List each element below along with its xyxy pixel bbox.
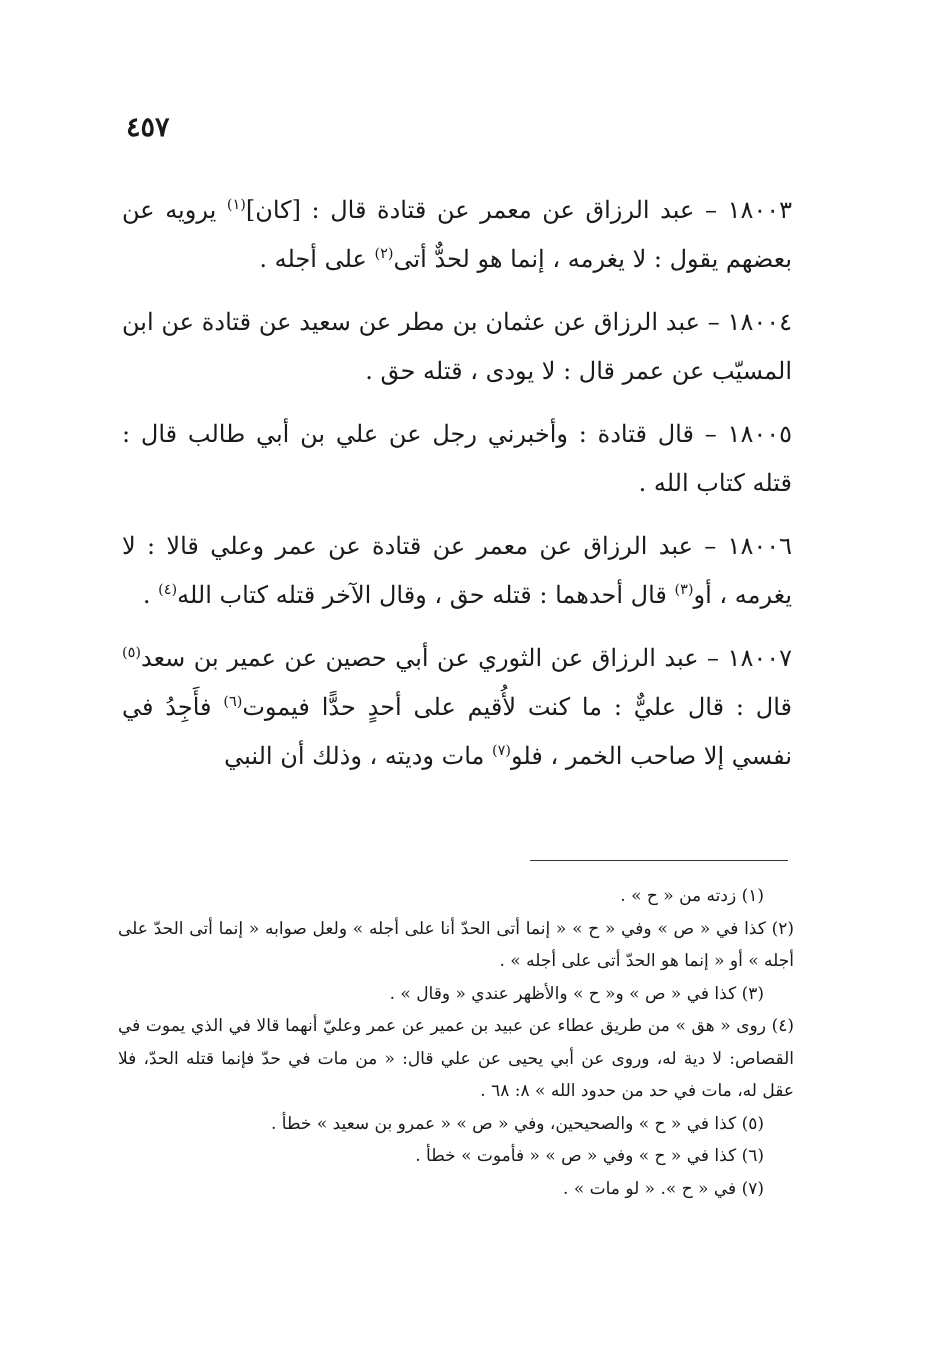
footnote-6: (٦) كذا في « ح » وفي « ص » « فأموت » خطأ . xyxy=(415,1146,764,1166)
main-text xyxy=(122,186,792,795)
footnote-ref: (١) xyxy=(226,197,246,213)
footnote-ref: (٢) xyxy=(374,246,394,262)
text-run: ١٨٠٠٧ – عبد الرزاق عن الثوري عن أبي حصين عن عمير بن سعد xyxy=(140,644,792,672)
footnote-ref: (٥) xyxy=(122,645,141,661)
footnote-7: (٧) في « ح ». « لو مات » . xyxy=(563,1178,764,1199)
text-run: ١٨٠٠٦ – عبد الرزاق عن معمر عن قتادة عن عمر وعلي قالا : لا يغرمه ، أو xyxy=(122,532,792,609)
text-run: قال أحدهما : قتله حق ، وقال الآخر قتله كتاب الله xyxy=(177,581,675,609)
paragraph-18005 xyxy=(122,410,792,508)
footnote-ref: (٣) xyxy=(674,582,694,598)
text-run: يرويه عن بعضهم يقول : لا يغرمه ، إنما هو لحدٌّ أتى xyxy=(122,196,792,273)
footnote-5: (٥) كذا في « ح » والصحيحين، وفي « ص » « عمرو بن سعيد » خطأ . xyxy=(270,1113,764,1134)
footnotes xyxy=(118,880,794,1205)
text-run: . xyxy=(142,581,159,609)
text-run: على أجله . xyxy=(259,245,375,273)
page-number: ٤٥٧ xyxy=(126,112,170,143)
footnote-divider xyxy=(530,860,788,861)
footnote-4: (٤) روى « هق » من طريق عطاء عن عبيد بن عمير عن عمر وعليّ أنهما قالا في الذي يموت في القصاص: لا دية له، وروى عن أبي يحيى عن علي قال: « من مات في حدّ فإنما قتله الحدّ، فلا عقل له، مات في حد من حدود الله » ٨: ٦٨ . xyxy=(118,1016,794,1101)
footnote-1: (١) زدته من « ح » . xyxy=(620,886,764,906)
footnote-ref: (٧) xyxy=(492,743,512,759)
text-run: ١٨٠٠٥ – قال قتادة : وأخبرني رجل عن علي بن أبي طالب قال : قتله كتاب الله . xyxy=(122,420,792,497)
text-run: ١٨٠٠٤ – عبد الرزاق عن عثمان بن مطر عن سعيد عن قتادة عن ابن المسيّب عن عمر قال : لا يودى ، قتله حق . xyxy=(122,308,792,385)
footnote-ref: (٦) xyxy=(223,694,243,710)
text-run: ١٨٠٠٣ – عبد الرزاق عن معمر عن قتادة قال : [كان] xyxy=(245,196,793,224)
paragraph-18004 xyxy=(122,298,792,396)
footnote-ref: (٤) xyxy=(158,582,178,598)
footnote-2: (٢) كذا في « ص » وفي « ح » « إنما أتى الحدّ أنا على أجله » ولعل صوابه « إنما أتى الحدّ على أجله » أو « إنما هو الحدّ أتى على أجله » . xyxy=(118,918,794,971)
paragraph-18007 xyxy=(122,634,792,781)
footnote-3: (٣) كذا في « ص » و« ح » والأظهر عندي « وقال » . xyxy=(389,983,764,1004)
text-run: مات وديته ، وذلك أن النبي xyxy=(224,742,493,770)
text-run: قال : قال عليٌّ : ما كنت لأُقيم على أحدٍ حدًّا فيموت xyxy=(242,693,792,721)
paragraph-18003 xyxy=(122,186,792,284)
paragraph-18006 xyxy=(122,522,792,620)
text-run: فأَجِدُ في نفسي إلا صاحب الخمر ، فلو xyxy=(122,693,792,770)
